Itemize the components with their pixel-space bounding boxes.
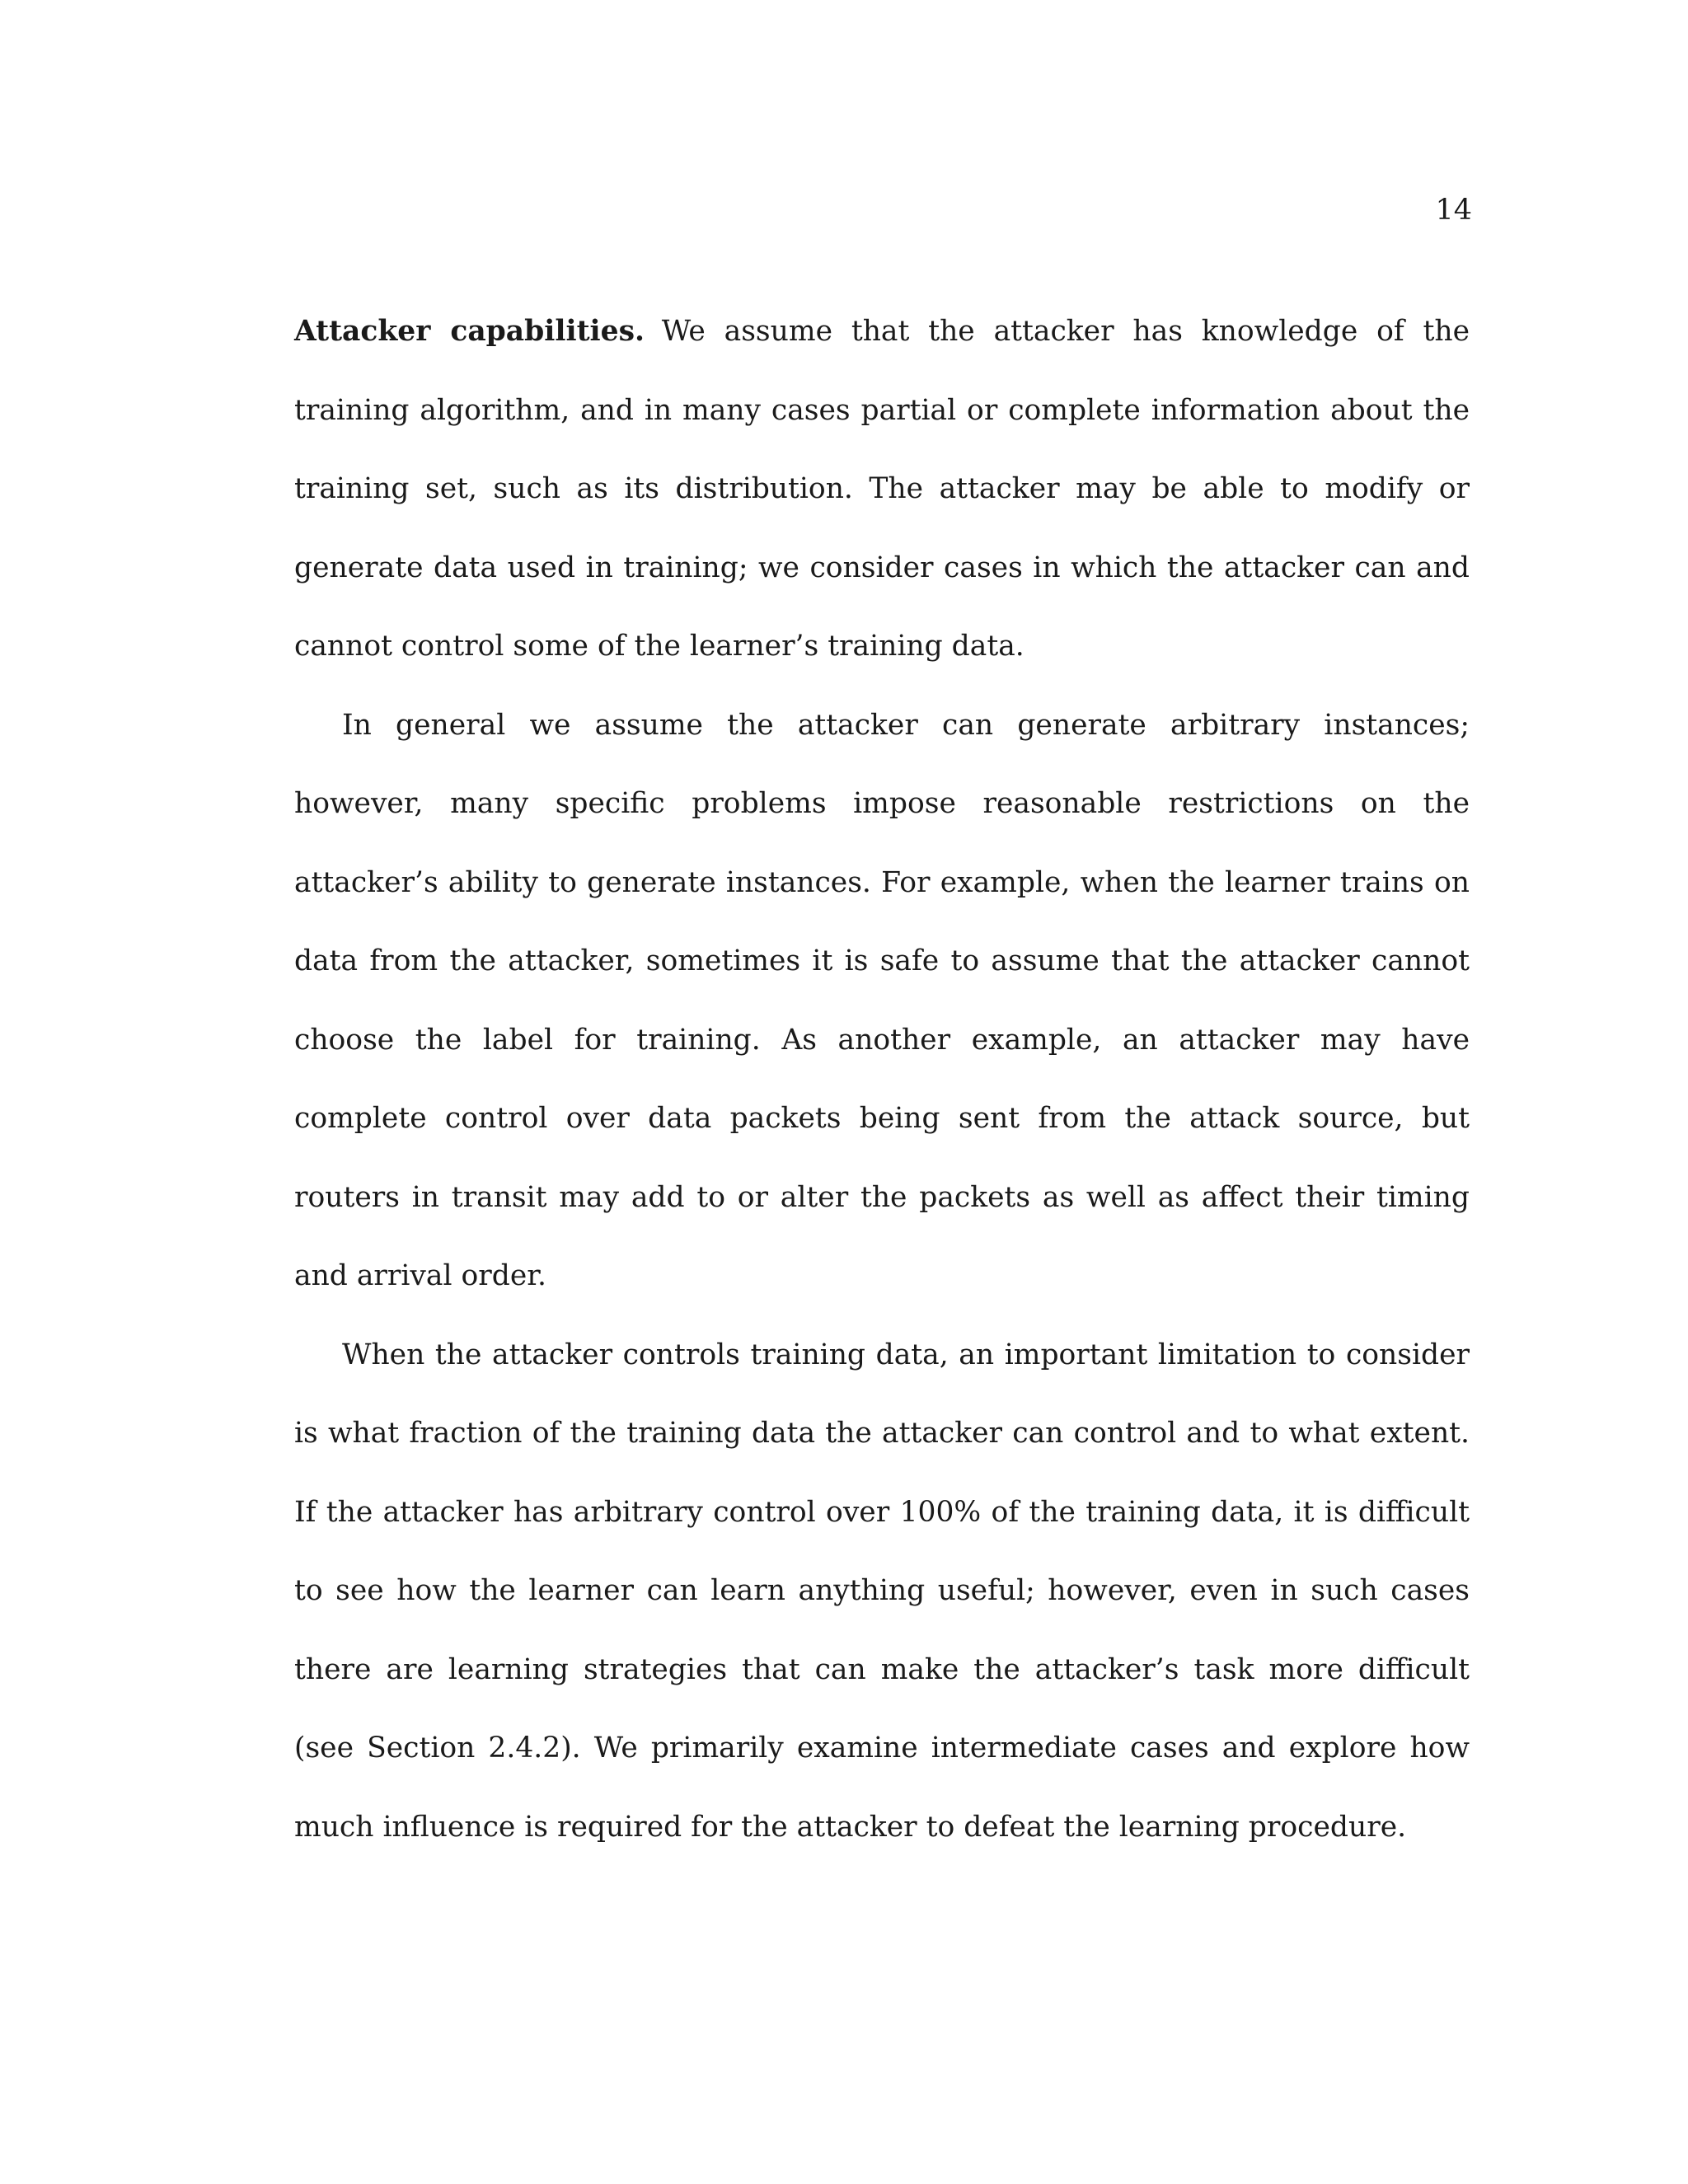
paragraph-training-data-control: When the attacker controls training data, an important limitation to consider is what fraction of the training data the attacker can control and to what extent. If the attacker has arbitrary control over 100% of the training data, it is difficult to see how the learner can learn anything useful; however, even in such cases there are learning strategies that can make the attacker’s task more difficult (see Section 2.4.2). We primarily examine intermediate cases and explore how much influence is required for the attacker to defeat the learning procedure.: [294, 1338, 1470, 1844]
paragraph-arbitrary-instances: In general we assume the attacker can generate arbitrary instances; however, many specific problems impose reasonable restrictions on the attacker’s ability to generate instances. For example, when the learner trains on data from the attacker, sometimes it is safe to assume that the attacker cannot choose the label for training. As another example, an attacker may have complete control over data packets being sent from the attack source, but routers in transit may add to or alter the packets as well as affect their timing and arrival order.: [294, 708, 1470, 1292]
paragraph-text: We assume that the attacker has knowledge of the training algorithm, and in many cases partial or complete information about the training set, such as its distribution. The attacker may be able to modify or generate data used in training; we consider cases in which the attacker can and cannot control some of the learner’s training data.: [294, 315, 1470, 663]
body-text: [294, 293, 1470, 1867]
page-number: 14: [1435, 194, 1472, 227]
paragraph-heading: Attacker capabilities.: [294, 315, 645, 348]
paragraph-attacker-capabilities: [294, 293, 1470, 687]
